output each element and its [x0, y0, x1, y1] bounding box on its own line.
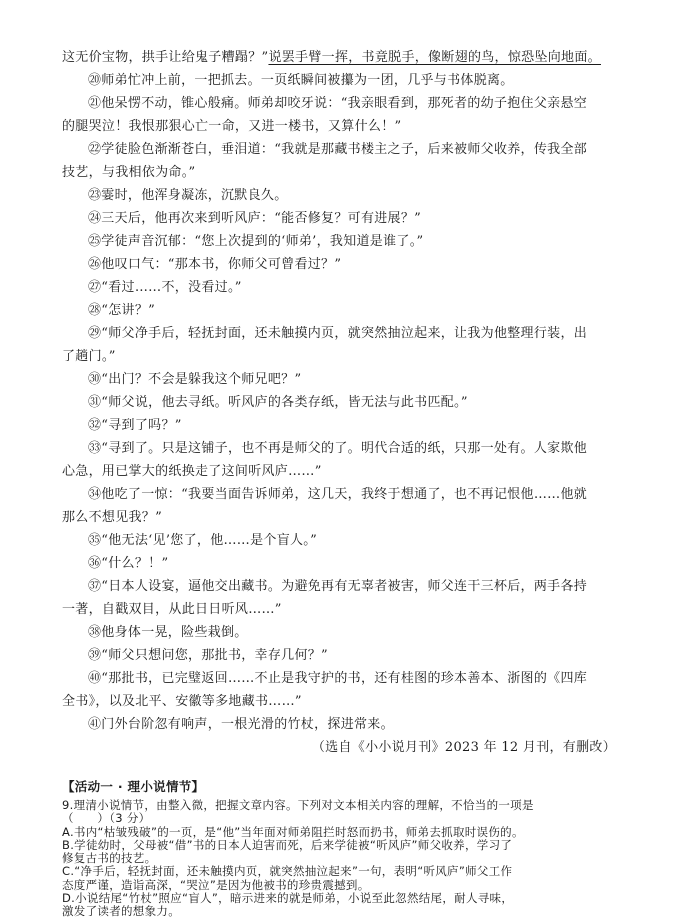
story-line: ⑳师弟忙冲上前，一把抓去。一页纸瞬间被攥为一团，几乎与书体脱离。 — [88, 73, 514, 88]
story-line: 心急，用已掌大的纸换走了这间听风庐……” — [62, 464, 322, 479]
story-line: ㉙“师父净手后，轻抚封面，还未触摸内页，就突然抽泣起来，让我为他整理行装，出 — [88, 326, 588, 341]
story-line: ㊲“日本人设宴，逼他交出藏书。为避免再有无辜者被害，师父连干三杯后，两手各持 — [88, 579, 588, 594]
story-line: ㉕学徒声音沉郁：“您上次提到的‘师弟’，我知道是谁了。” — [88, 234, 424, 249]
story-line: ㉞他吃了一惊：“我要当面告诉师弟，这几天，我终于想通了，也不再记恨他……他就 — [88, 487, 588, 502]
story-line: ㉒学徒脸色渐渐苍白，垂泪道：“我就是那藏书楼主之子，后来被师父收养，传我全部 — [88, 142, 588, 157]
option-d: D.小说结尾“竹杖”照应“盲人”，暗示进来的就是师弟，小说至此忽然结尾，耐人寻味， — [62, 891, 514, 905]
option-c: C.“净手后，轻抚封面，还未触摸内页，就突然抽泣起来”一句，表明“听风庐”师父工作 — [62, 864, 513, 878]
story-line: ㊶门外台阶忽有响声，一根光滑的竹杖，探进常来。 — [88, 717, 394, 732]
story-line: ㉑他呆愣不动，锥心般痛。师弟却咬牙说：“我亲眼看到，那死者的幼子抱住父亲悬空 — [88, 96, 588, 111]
option-b-cont: 修复古书的技艺。 — [62, 851, 157, 865]
story-line: ㊳他身体一晃，险些栽倒。 — [88, 625, 248, 640]
story-line: ㉛“师父说，他去寻纸。听风庐的各类存纸，皆无法与此书匹配。” — [88, 395, 468, 410]
story-line: 那么不想见我？” — [62, 510, 163, 525]
activity-title: 【活动一 · 理小说情节】 — [62, 779, 205, 794]
option-a: A.书内“枯皱残破”的一页，是“他”当年面对师弟阻拦时怒而扔书，师弟去抓取时误伤的。 — [62, 825, 524, 839]
source-citation: （选自《小小说月刊》2023 年 12 月刊，有删改） — [311, 740, 616, 755]
story-line: ㉝“寻到了。只是这铺子，也不再是师父的了。明代合适的纸，只那一处有。人家欺他 — [88, 441, 588, 456]
story-line: ㉜“寻到了吗？” — [88, 418, 182, 433]
option-b: B.学徒幼时，父母被“借”书的日本人迫害而死，后来学徒被“听风庐”师父收养，学习了 — [62, 838, 513, 852]
question-stem: 9.理清小说情节，由整入微，把握文章内容。下列对文本相关内容的理解，不恰当的一项是 — [62, 798, 534, 812]
story-text: 这无价宝物，拱手让给鬼子糟蹋？” — [62, 50, 269, 65]
story-line: ㉟“他无法‘见’您了，他……是个盲人。” — [88, 533, 318, 548]
underlined-sentence: 说罢手臂一挥，书竟脱手，像断翅的鸟，惊恐坠向地面。 — [268, 50, 601, 65]
story-line: ㉖他叹口气：“那本书，你师父可曾看过？” — [88, 257, 342, 272]
story-line: ㊵“那批书，已完璧返回……不止是我守护的书，还有桂图的珍本善本、浙图的《四库 — [88, 671, 588, 686]
story-line: ㉓霎时，他浑身凝冻，沉默良久。 — [88, 188, 288, 203]
story-line — [62, 49, 601, 67]
story-line: ㉗“看过……不，没看过。” — [88, 280, 242, 295]
story-line: 全书》，以及北平、安徽等多地藏书……” — [62, 694, 302, 709]
option-c-cont: 态度严谨，造诣高深，“哭泣”是因为他被书的珍贵震撼到。 — [62, 878, 370, 892]
story-line: ㉔三天后，他再次来到听风庐：“能否修复？可有进展？” — [88, 211, 422, 226]
story-line: ㉘“怎讲？” — [88, 303, 156, 318]
story-line: 技艺，与我相依为命。” — [62, 165, 196, 180]
story-line: 一著，自戳双目，从此日日听风……” — [62, 602, 282, 617]
story-line: 了趟门。” — [62, 349, 116, 364]
story-line: ㉚“出门？不会是躲我这个师兄吧？” — [88, 372, 302, 387]
question-score: （ ）（3 分） — [62, 811, 151, 825]
story-line: 的腿哭泣！我恨那狠心亡一命，又进一楼书，又算什么！” — [62, 119, 402, 134]
option-d-cont: 激发了读者的想象力。 — [62, 904, 180, 918]
story-line: ㊱“什么？！” — [88, 556, 169, 571]
story-line: ㊴“师父只想问您，那批书，幸存几何？” — [88, 648, 328, 663]
